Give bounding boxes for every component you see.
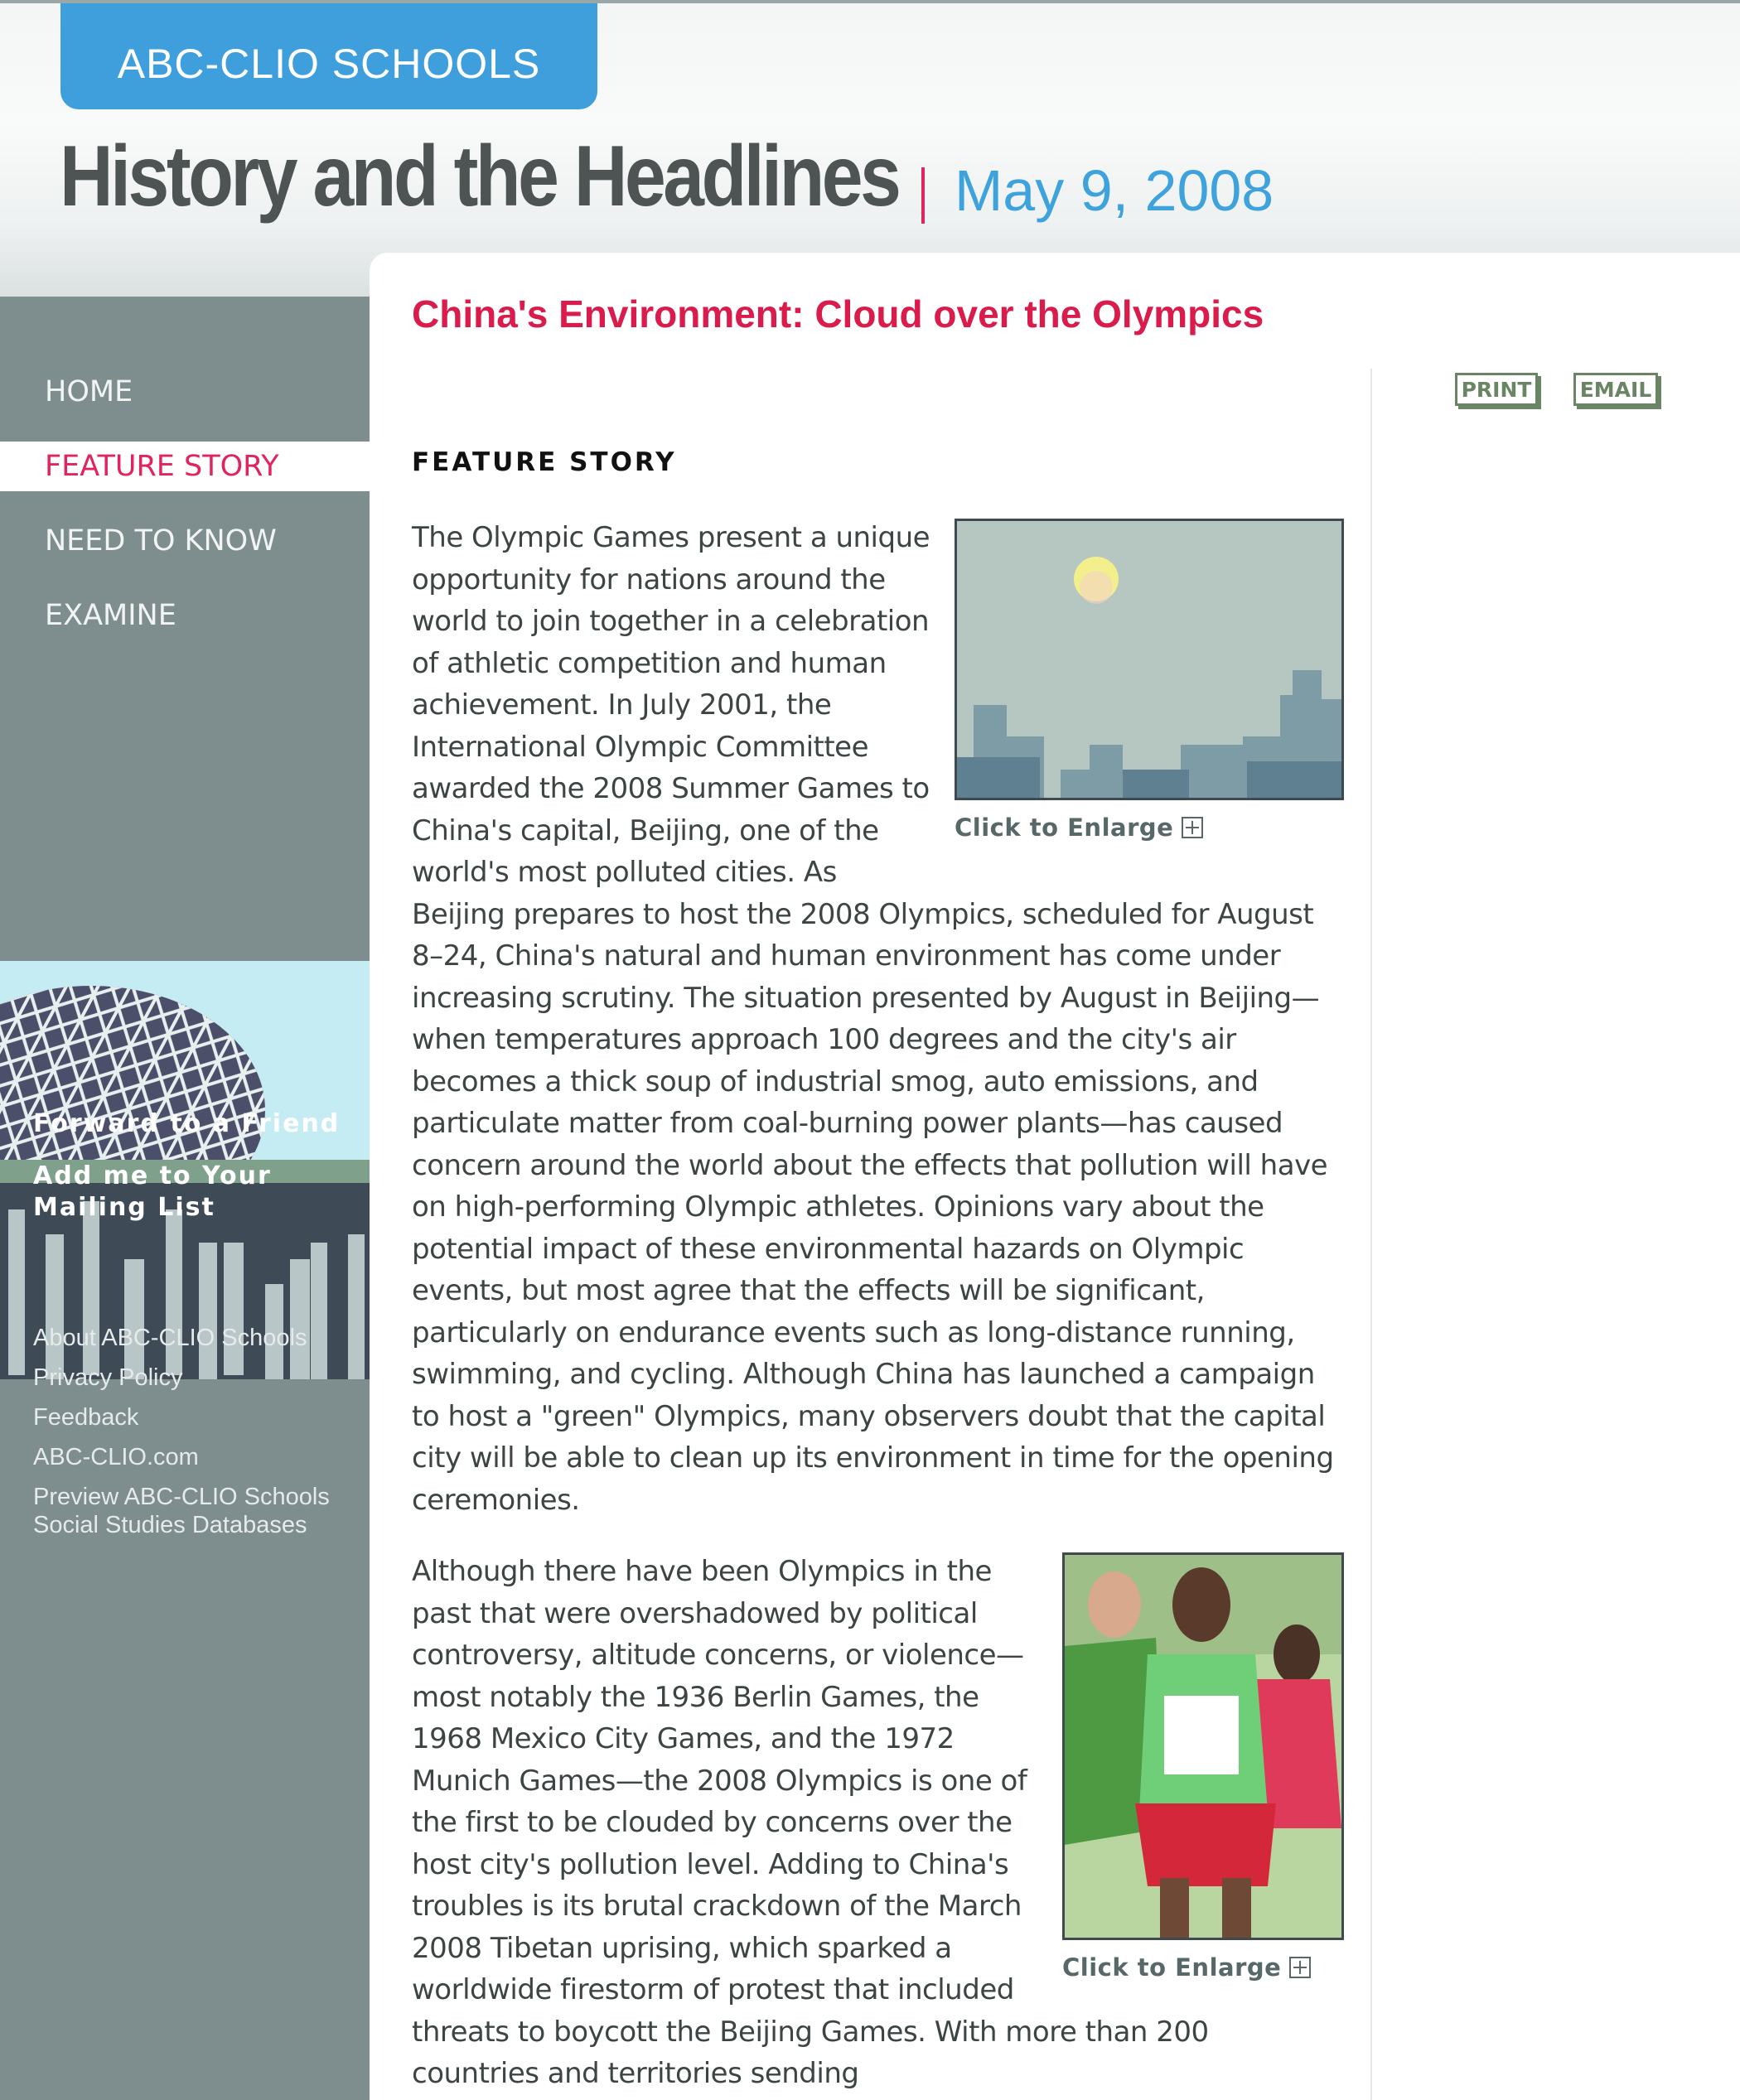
enlarge-label: Click to Enlarge xyxy=(1062,1953,1282,1982)
site-title: History and the Headlines xyxy=(60,128,899,224)
column-divider xyxy=(1370,369,1372,2100)
issue-date: May 9, 2008 xyxy=(955,158,1274,223)
mailing-list-link[interactable]: Add me to Your Mailing List xyxy=(33,1161,272,1222)
runners-photo[interactable] xyxy=(1062,1552,1344,1940)
article-title: China's Environment: Cloud over the Olympics xyxy=(412,292,1264,336)
nav-item-label: EXAMINE xyxy=(45,599,176,632)
plus-box-icon xyxy=(1289,1957,1311,1978)
sidebar xyxy=(0,297,370,2100)
smog-photo[interactable] xyxy=(955,519,1344,800)
enlarge-link[interactable] xyxy=(1062,1947,1344,1989)
enlarge-label: Click to Enlarge xyxy=(955,813,1174,842)
paragraph-text: The Olympic Games present a unique opportunity for nations around the world to join together in a celebration of athletic competition and human achievement. In July 2001, the International Olympic Committee awarded the 2008 Summer Games to China's capital, Beijing, one of the world's most polluted cities. As Beijing prepares to host the 2008 Olympics, scheduled for August 8–24, China's natural and human environment has come under increasing scrutiny. The situation presented by August in Beijing—when temperatures approach 100 degrees and the city's air becomes a thick soup of industrial smog, auto emissions, and particulate matter from coal-burning power plants—has caused concern around the world about the effects that pollution will have on high-performing Olympic athletes. Opinions vary about the potential impact of these environmental hazards on Olympic events, but most agree that the effects will be significant, particularly on endurance events such as long-distance running, swimming, and cycling. Although China has launched a campaign to host a "green" Olympics, many observers doubt that the capital city will be able to clean up its environment in time for the opening ceremonies. xyxy=(412,521,1334,1517)
enlarge-link[interactable] xyxy=(955,807,1344,849)
forward-to-friend-link[interactable]: Forward to a Friend xyxy=(33,1109,341,1138)
nav-item-home[interactable] xyxy=(0,355,370,429)
nav-item-label: HOME xyxy=(45,375,133,408)
email-button[interactable]: EMAIL xyxy=(1573,373,1658,406)
runners-illustration xyxy=(1065,1555,1341,1938)
nav-item-label: NEED TO KNOW xyxy=(45,524,277,558)
nav-item-label: FEATURE STORY xyxy=(45,450,279,483)
preview-databases-link[interactable]: Preview ABC-CLIO Schools Social Studies Databases xyxy=(33,1484,330,1538)
nav-item-examine[interactable] xyxy=(0,578,370,653)
print-button[interactable]: PRINT xyxy=(1455,373,1538,406)
article-paragraph xyxy=(412,1551,1344,2095)
abc-clio-com-link[interactable]: ABC-CLIO.com xyxy=(33,1444,199,1470)
title-separator xyxy=(921,167,925,224)
paragraph-text: Although there have been Olympics in the past that were overshadowed by political controversy, altitude concerns, or violence—most notably the 1936 Berlin Games, the 1968 Mexico City Games, and the 1972 Munich Games—the 2008 Olympics is one of the first to be clouded by concerns over the host city's pollution level. Adding to China's troubles is its brutal crackdown of the March 2008 Tibetan uprising, which sparked a worldwide firestorm of protest that included threats to boycott the Beijing Games. With more than 200 countries and territories sending xyxy=(412,1555,1209,2090)
plus-box-icon xyxy=(1182,817,1203,838)
nav-item-feature-story[interactable] xyxy=(0,442,370,491)
about-link[interactable]: About ABC-CLIO Schools xyxy=(33,1325,307,1351)
nav-item-need-to-know[interactable] xyxy=(0,504,370,578)
figure-runners xyxy=(1062,1552,1344,1989)
article-paragraph xyxy=(412,517,1344,1521)
brand-logo[interactable]: ABC-CLIO SCHOOLS xyxy=(60,3,597,109)
smog-illustration xyxy=(957,521,1341,798)
figure-smog xyxy=(955,519,1344,849)
privacy-policy-link[interactable]: Privacy Policy xyxy=(33,1364,183,1391)
section-label: FEATURE STORY xyxy=(412,447,677,477)
feedback-link[interactable]: Feedback xyxy=(33,1404,139,1431)
